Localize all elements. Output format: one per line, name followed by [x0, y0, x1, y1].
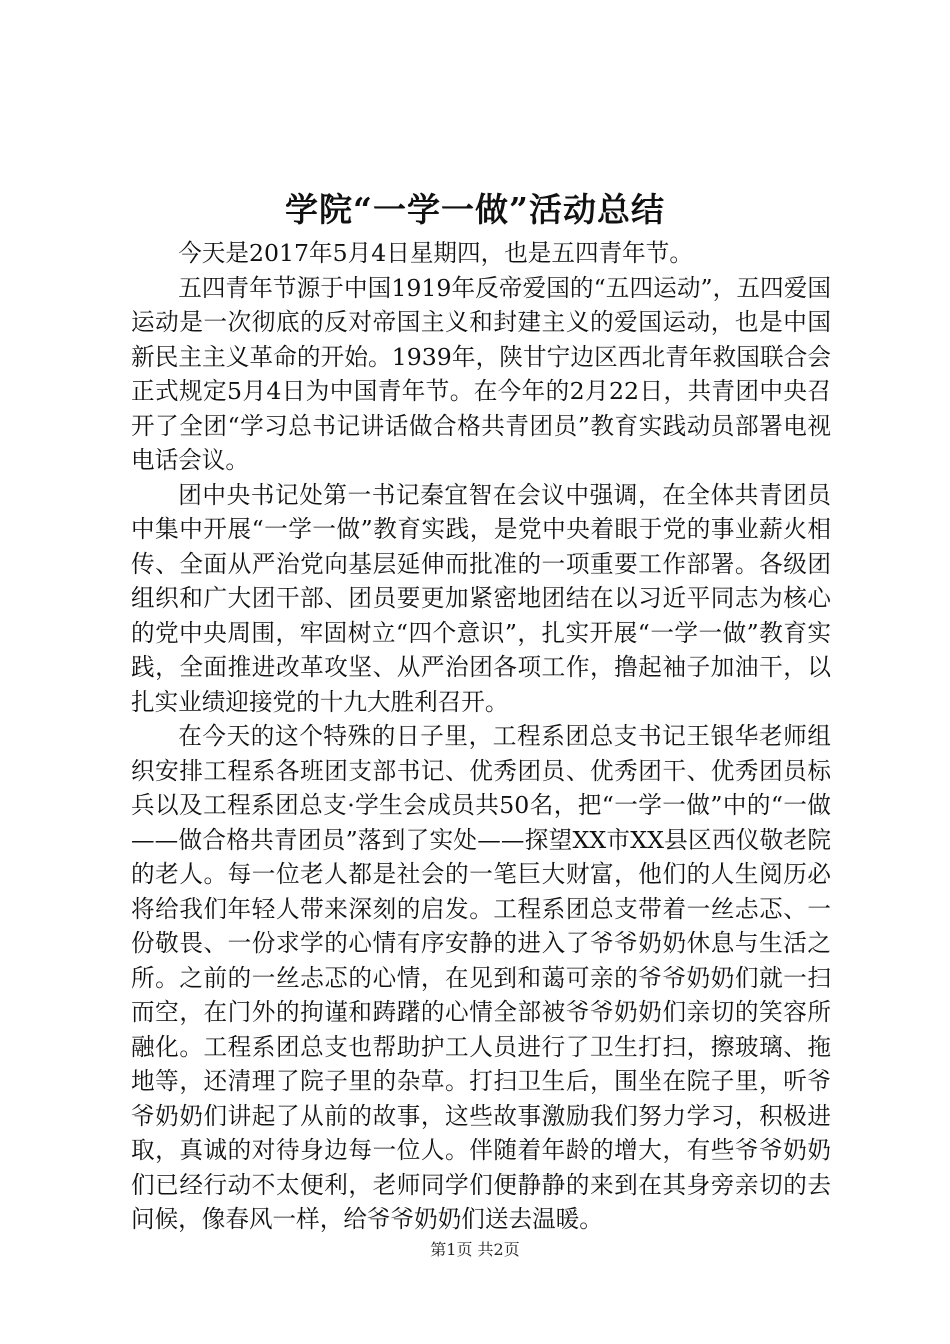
page-footer: 第1页 共2页 [430, 1240, 520, 1259]
paragraph-3: 团中央书记处第一书记秦宜智在会议中强调，在全体共青团员中集中开展“一学一做”教育实践，是党中央着眼于党的事业薪火相传、全面从严治党向基层延伸而批准的一项重要工作部署。各级团组织和广大团干部、团员要更加紧密地团结在以习近平同志为核心的党中央周围，牢固树立“四个意识”，扎实开展“一学一做”教育实践，全面推进改革攻坚、从严治团各项工作，撸起袖子加油干，以扎实业绩迎接党的十九大胜利召开。 [131, 480, 831, 716]
document-title: 学院“一学一做”活动总结 [285, 190, 665, 229]
paragraph-2: 五四青年节源于中国1919年反帝爱国的“五四运动”，五四爱国运动是一次彻底的反对帝国主义和封建主义的爱国运动，也是中国新民主主义革命的开始。1939年，陕甘宁边区西北青年救国联合会正式规定5月4日为中国青年节。在今年的2月22日，共青团中央召开了全团“学习总书记讲话做合格共青团员”教育实践动员部署电视电话会议。 [131, 273, 831, 474]
paragraph-4: 在今天的这个特殊的日子里，工程系团总支书记王银华老师组织安排工程系各班团支部书记、优秀团员、优秀团干、优秀团员标兵以及工程系团总支·学生会成员共50名，把“一学一做”中的“一做——做合格共青团员”落到了实处——探望XX市XX县区西仪敬老院的老人。每一位老人都是社会的一笔巨大财富，他们的人生阅历必将给我们年轻人带来深刻的启发。工程系团总支带着一丝忐忑、一份敬畏、一份求学的心情有序安静的进入了爷爷奶奶休息与生活之所。之前的一丝忐忑的心情，在见到和蔼可亲的爷爷奶奶们就一扫而空，在门外的拘谨和踌躇的心情全部被爷爷奶奶们亲切的笑容所融化。工程系团总支也帮助护工人员进行了卫生打扫，擦玻璃、拖地等，还清理了院子里的杂草。打扫卫生后，围坐在院子里，听爷爷奶奶们讲起了从前的故事，这些故事激励我们努力学习，积极进取，真诚的对待身边每一位人。伴随着年龄的增大，有些爷爷奶奶们已经行动不太便利，老师同学们便静静的来到在其身旁亲切的去问候，像春风一样，给爷爷奶奶们送去温暖。 [131, 722, 831, 1233]
paragraph-1: 今天是2017年5月4日星期四，也是五四青年节。 [178, 239, 693, 267]
document-body [131, 236, 831, 1237]
